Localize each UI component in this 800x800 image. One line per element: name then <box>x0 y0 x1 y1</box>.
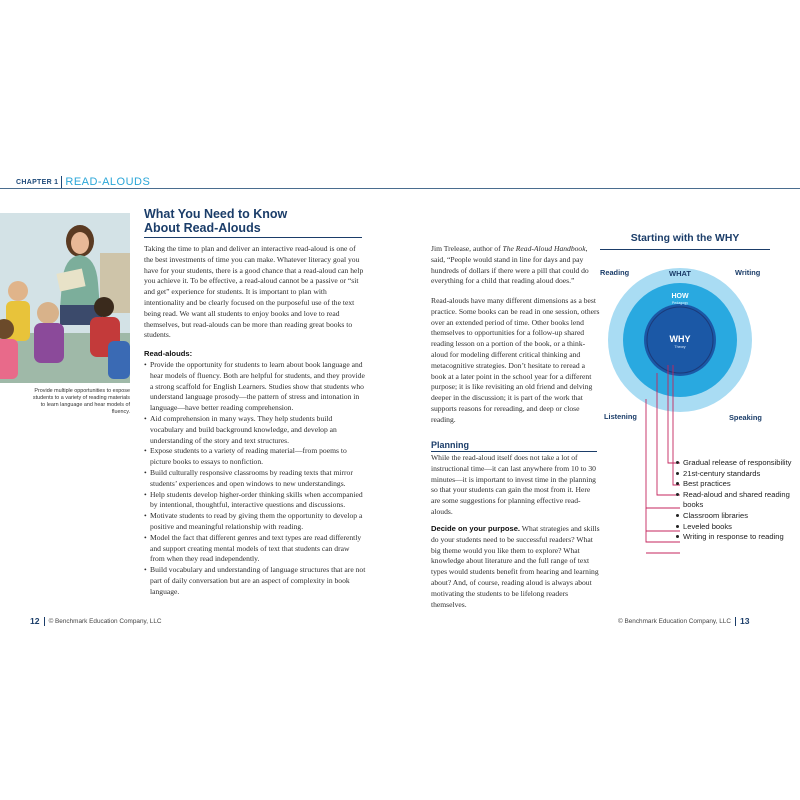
diagram-rule <box>600 249 770 250</box>
list-item: • Help students develop higher-order thinking skills when accompanied by intentional, thoughtful, interactive questions and discussions. <box>144 490 366 512</box>
diagram-list <box>683 458 793 543</box>
list-item: Best practices <box>683 479 793 490</box>
book-title: The Read-Aloud Handbook <box>502 244 586 253</box>
list-item: • Motivate students to read by giving them the opportunity to develop a positive and meaningful relationship with reading. <box>144 511 366 533</box>
list-item: • Aid comprehension in many ways. They help students build vocabulary and build background knowledge, and develop an understanding of the story and text structures. <box>144 414 366 446</box>
footer-right <box>618 616 750 626</box>
list-item: Read-aloud and shared reading books <box>683 490 793 511</box>
why-sublabel: Theory <box>674 345 686 349</box>
planning-paragraph: While the read-aloud itself does not take a lot of instructional time—it can last anywhere from 10 to 30 minutes—it is important to invest time in the planning so that your students can gain the most from it. Here are some suggestions for planning effective read-alouds. <box>431 453 596 516</box>
page-number-left: 12 <box>30 616 40 626</box>
why-label: WHY <box>669 334 691 344</box>
footer-left <box>30 616 162 626</box>
how-label: HOW <box>671 293 689 300</box>
diagram-title: Starting with the WHY <box>630 233 740 244</box>
list-item: • Build vocabulary and understanding of language structures that are not part of daily conversation but are an aspect of complexity in book language. <box>144 565 366 597</box>
copyright-left: © Benchmark Education Company, LLC <box>48 617 162 625</box>
list-item: • Build culturally responsive classrooms by reading texts that mirror students’ experiences and open windows to new understandings. <box>144 468 366 490</box>
copyright-right: © Benchmark Education Company, LLC <box>618 617 731 625</box>
connector-line <box>646 508 680 542</box>
section-heading <box>144 207 374 235</box>
heading-line-1: What You Need to Know <box>144 207 288 221</box>
list-item: Gradual release of responsibility <box>683 458 792 467</box>
what-label: WHAT <box>669 269 691 278</box>
footer-divider <box>735 617 736 626</box>
purpose-heading: Decide on your purpose. <box>431 524 521 533</box>
label-reading: Reading <box>600 268 630 277</box>
label-listening: Listening <box>604 412 637 421</box>
chapter-divider <box>61 176 62 188</box>
photo-caption: Provide multiple opportunities to expose students to a variety of reading materials to learn language and hear models of fluency. <box>32 388 130 415</box>
how-sublabel: Pedagogy <box>671 301 689 305</box>
page-number-right: 13 <box>739 616 750 626</box>
teacher-reading-photo <box>0 213 130 383</box>
photo-illustration <box>0 213 130 383</box>
label-writing: Writing <box>735 268 761 277</box>
chapter-label: CHAPTER 1 <box>16 178 59 186</box>
dimensions-paragraph: Read-alouds have many different dimensions as a best practice. Some books can be read in one session, others over an extended period of time. Other books lend themselves to opportunities for a follow-up shared reading lesson on a portion of the book, or a think-aloud for modeling different critical thinking and metacognitive strategies. Don’t hesitate to reread a book at a later point in the school year for a different purpose; it is like revisiting an old friend and delving deeper in the discussion; it is part of the work that supports reasons for rereading, and deep or close reading. <box>431 296 600 424</box>
intro-paragraph: Taking the time to plan and deliver an interactive read-aloud is one of the best investments of time you can make. Whatever literacy goal you have for your students, there is a good chance that a read-aloud can help you achieve it. To be effective, a read-aloud cannot be a passive or “sit and get” experience for students. It is important to plan with intentionality and be clearly focused on the purposeful use of the text being read. We want all students to enjoy books and love to read themselves, but read-alouds can be more than reading great books to students. <box>144 244 364 340</box>
list-item: Classroom libraries <box>683 511 793 522</box>
readalouds-list <box>144 360 366 598</box>
chapter-title: READ-ALOUDS <box>65 176 151 188</box>
footer-divider <box>44 617 45 626</box>
quote-paragraph <box>431 244 601 287</box>
heading-rule <box>144 237 362 238</box>
list-item: • Provide the opportunity for students to learn about book language and hear models of fluency. Both are helpful for students, and they provide a strong scaffold for English Learners. Studies show that students who understand language prosody—the pattern of stress and intonation in language—have better reading comprehension. <box>144 360 366 414</box>
header-rule <box>0 188 800 189</box>
planning-heading: Planning <box>431 440 469 450</box>
purpose-text: What strategies and skills do your students need to be successful readers? What big theme would you like them to explore? What knowledge about literature and the full range of text types would students benefit from hearing and learning about? And, of course, reading aloud is always about motivating the students to be lifelong readers themselves. <box>431 524 600 609</box>
planning-rule <box>431 451 597 452</box>
list-item: Leveled books <box>683 522 793 533</box>
list-item: • Expose students to a variety of reading material—from poems to picture books to essays to nonfiction. <box>144 446 366 468</box>
label-speaking: Speaking <box>729 413 762 422</box>
list-item: Writing in response to reading <box>683 532 793 543</box>
list-item: • Model the fact that different genres and text types are read differently and support creating mental models of text that students can draw from when they read independently. <box>144 533 366 565</box>
purpose-paragraph <box>431 524 601 610</box>
connector-line <box>646 399 680 508</box>
readalouds-heading: Read-alouds: <box>144 349 193 358</box>
list-item: 21st-century standards <box>683 469 793 480</box>
heading-line-2: About Read-Alouds <box>144 221 261 235</box>
quote-text: , said, “People would stand in line for days and pay hundreds of dollars if there were a pill that could do everything for a child that reading aloud does.” <box>431 244 589 286</box>
quote-prefix: Jim Trelease, author of <box>431 244 503 253</box>
